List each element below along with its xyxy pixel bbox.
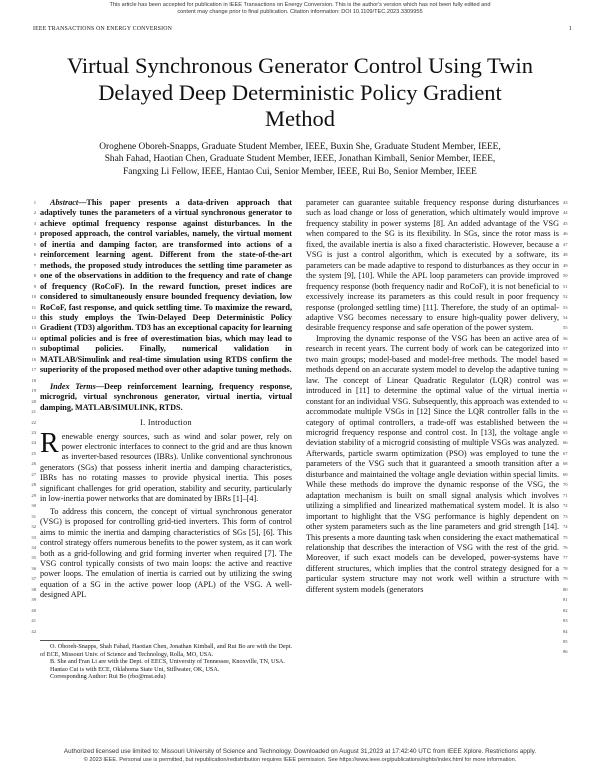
- line-number: 81: [563, 597, 568, 603]
- line-number: 57: [563, 346, 568, 352]
- line-number: 68: [563, 461, 568, 467]
- line-number: 82: [563, 607, 568, 613]
- line-number: 15: [31, 346, 36, 352]
- abstract-text: —This paper presents a data-driven approach that adaptively tunes the parameters of a virtual synchronous generator to achieve optimal frequency response against disturbances. In the proposed approach, the control variables, namely, the virtual moment of inertia and damping factor, are transformed into actions of a reinforcement learning agent. Different from the state-of-the-art methods, the proposed study introduces the settling time parameter as one of the observations in addition to the frequency and rate of change of frequency (RoCoF). In the reward function, preset indices are considered to simultaneously ensure bounded frequency deviation, low RoCoF, fast response, and quick settling time. To maximize the reward, this study employs the Twin-Delayed Deep Deterministic Policy Gradient (TD3) algorithm. TD3 has an exceptional capacity for learning optimal policies and is free of overestimation bias, which may lead to suboptimal policies. Finally, numerical validation in MATLAB/Simulink and real-time simulation using RTDS confirm the superiority of the proposed method over other adaptive tuning methods.: [40, 198, 292, 375]
- line-number: 42: [31, 628, 36, 634]
- line-number: 83: [563, 618, 568, 624]
- intro-paragraph-1: [40, 427, 292, 505]
- line-number: 56: [563, 335, 568, 341]
- line-number: 3: [33, 220, 36, 226]
- line-number: 23: [31, 429, 36, 435]
- authors-line-2: Shah Fahad, Haotian Chen, Graduate Student Member, IEEE, Jonathan Kimball, Senior Member, IEEE,: [104, 154, 496, 165]
- line-number: 26: [31, 461, 36, 467]
- line-number: 8: [33, 273, 36, 279]
- line-number: 35: [31, 555, 36, 561]
- line-number: 20: [31, 398, 36, 404]
- right-paragraph-1: parameter can guarantee suitable frequency response during disturbances such as load change or loss of generation, which ultimately would improve frequency stability in power systems [8]. An added advantage of the VSG when compared to the SG is its flexibility. In SGs, since the rotor mass is fixed, the available inertia is also a fixed characteristic. However, because a VSG is just a control algorithm, which is executed by a software, its parameters can be made adaptive to respond to disturbances as they occur in the system [9], [10]. While the APL loop parameters can provide improved frequency response (both frequency nadir and RoCoF), it is not beneficial to excessively increase its parameters as this could result in poor frequency response (prolonged settling time) [11]. Therefore, the study of an optimal-adaptive VSG becomes necessary to ensure high-quality power delivery, desirable frequency response and safe operation of the power system.: [306, 198, 559, 333]
- section-heading-introduction: I. Introduction: [140, 418, 192, 428]
- intro-paragraph-2: To address this concern, the concept of virtual synchronous generator (VSG) is proposed for controlling grid-tied inverters. This form of control aims to mimic the inertia and damping characteristics of SGs [5], [6]. This control strategy offers numerous benefits to the power system, as it can work both as a grid-following and grid forming inverter when required [7]. The VSG control typically consists of two main loops: the active and reactive power loops. The emulation of inertia is carried out by utilizing the swing equation of a SG in the active power loop (APL) of the VSG. A well-designed APL: [40, 506, 293, 600]
- line-number: 32: [31, 524, 36, 530]
- line-number: 65: [563, 429, 568, 435]
- line-number: 25: [31, 450, 36, 456]
- line-number: 38: [31, 586, 36, 592]
- line-number: 2: [33, 210, 36, 216]
- authors-line-3: Fangxing Li Fellow, IEEE, Hantao Cui, Senior Member, IEEE, Rui Bo, Senior Member, IEEE: [123, 166, 477, 177]
- right-paragraph-2: Improving the dynamic response of the VSG has been an active area of research in recent years. The current body of work can be categorized into two main groups; model-based and model-free methods. The model based methods depend on an accurate system model to develop the adaptive tuning law. The concept of Linear Quadratic Regulator (LQR) control was introduced in [11] to determine the optimal value of the virtual inertia constant for an individual VSG. Subsequently, this approach was extended to accommodate multiple VSGs in [12] Since the LQR controller falls in the category of optimal controllers, a trade-off was established between the microgrid frequency response and control cost. In [13], the voltage angle deviation stability of a microgrid consisting of multiple VSGs was analyzed. Afterwards, particle swarm optimization (PSO) was employed to tune the parameters of the VSG such that it guaranteed a smooth transition after a disturbance and maintained the voltage angle deviation within special limits. While these methods do improve the dynamic response of the VSG, the adaptation mechanism is built on small signal analysis which involves utilizing a simplified and linearized mathematical system model. It is also important to highlight that the VSG performance is highly dependent on other system parameters such as the line parameters and grid strength [14]. This presents a more daunting task when considering the exact mathematical relationship that describes the interaction of VSG with the rest of the grid. Moreover, if such exact models can be developed, power-systems have different structures, which implies that the control strategy designed for a particular system structure may not work well within a structure with different system models (generators: [306, 333, 559, 594]
- authors-line-1: Oroghene Oboreh-Snapps, Graduate Student Member, IEEE, Buxin She, Graduate Student Member, IEEE,: [99, 142, 501, 152]
- line-number: 5: [33, 241, 36, 247]
- line-number: 75: [563, 534, 568, 540]
- running-head: [33, 26, 572, 32]
- title-line-1: Virtual Synchronous Generator Control Using Twin: [67, 53, 533, 78]
- line-number: 52: [563, 294, 568, 300]
- line-number: 13: [31, 325, 36, 331]
- line-number: 17: [31, 367, 36, 373]
- line-number: 6: [33, 252, 36, 258]
- line-number: 80: [563, 586, 568, 592]
- dropcap-letter: R: [40, 427, 59, 459]
- line-number: 12: [31, 314, 36, 320]
- line-number: 79: [563, 576, 568, 582]
- line-number: 7: [33, 262, 36, 268]
- line-number: 55: [563, 325, 568, 331]
- line-number: 70: [563, 482, 568, 488]
- line-number: 33: [31, 534, 36, 540]
- footnote-3: Hantao Cui is with ECE, Oklahoma State Uni, Stillwater, OK, USA.: [50, 665, 220, 673]
- line-number: 40: [31, 607, 36, 613]
- line-number: 46: [563, 231, 568, 237]
- license-footer: Authorized licensed use limited to: Missouri University of Science and Technology. Downloaded on August 31,2023 at 17:42:40 UTC from IEEE Xplore. Restrictions apply.: [63, 748, 537, 755]
- line-number: 9: [33, 283, 36, 289]
- line-number: 54: [563, 314, 568, 320]
- line-number: 4: [33, 231, 36, 237]
- line-number: 34: [31, 544, 36, 550]
- footnote-4: Corresponding Author: Rui Bo (rbo@mst.edu): [50, 673, 166, 681]
- line-number: 64: [563, 419, 568, 425]
- right-line-numbers: [563, 198, 575, 658]
- line-number: 47: [563, 241, 568, 247]
- line-number: 37: [31, 576, 36, 582]
- author-footnotes: [40, 643, 292, 681]
- line-number: 58: [563, 356, 568, 362]
- line-number: 19: [31, 388, 36, 394]
- copyright-footer: © 2023 IEEE. Personal use is permitted, but republication/redistribution requires IEEE permission. See https://www.ieee.org/publications/rights/index.html for more information.: [83, 757, 517, 763]
- line-number: 27: [31, 471, 36, 477]
- line-number: 76: [563, 544, 568, 550]
- footnote-2: B. She and Fran Li are with the Dept. of EECS, University of Tennessee, Knoxville, TN, USA.: [50, 658, 285, 666]
- line-number: 60: [563, 377, 568, 383]
- line-number: 50: [563, 273, 568, 279]
- line-number: 74: [563, 524, 568, 530]
- intro-paragraph-1-text: enewable energy sources, such as wind and solar power, rely on power electronic interfaces to connect to the grid and are thus known as inverter-based resources (IBRs). Unlike conventional synchronous generators (SGs) that possess inherit inertia and damping characteristics, IBRs has no rotating masses to provide physical inertia. This poses significant challenges for grid operation, stability and security, particularly in low-inertia power networks that are dominated by IBRs [1]–[4].: [40, 431, 292, 504]
- abstract-label: Abstract: [50, 198, 79, 207]
- line-number: 73: [563, 513, 568, 519]
- line-number: 67: [563, 450, 568, 456]
- line-number: 11: [31, 304, 36, 310]
- line-number: 18: [31, 377, 36, 383]
- line-number: 72: [563, 503, 568, 509]
- notice-line-2: content may change prior to final publication. Citation information: DOI 10.1109/TEC.2023.3309955: [177, 9, 423, 15]
- line-number: 24: [31, 440, 36, 446]
- author-list: [50, 141, 550, 178]
- line-number: 84: [563, 628, 568, 634]
- line-number: 78: [563, 565, 568, 571]
- journal-name: IEEE TRANSACTIONS ON ENERGY CONVERSION: [33, 26, 172, 32]
- abstract: [40, 198, 292, 376]
- line-number: 48: [563, 252, 568, 258]
- line-number: 43: [563, 200, 568, 205]
- line-number: 31: [31, 513, 36, 519]
- index-terms-label: Index Terms: [50, 381, 96, 391]
- line-number: 44: [563, 210, 568, 216]
- left-line-numbers: [26, 198, 36, 637]
- line-number: 63: [563, 409, 568, 415]
- line-number: 30: [31, 503, 36, 509]
- line-number: 85: [563, 639, 568, 645]
- index-terms-text: —Deep reinforcement learning, frequency response, microgrid, virtual synchronous generator, virtual inertia, virtual damping, MATLAB/SIMULINK, RTDS.: [40, 381, 292, 412]
- footnote-1: O. Oboreh-Snapps, Shah Fahad, Haotian Chen, Jonathan Kimball, and Rui Bo are with the Dept. of ECE, Missouri Univ. of Science and Technology, Rolla, MO, USA.: [40, 643, 292, 658]
- line-number: 53: [563, 304, 568, 310]
- line-number: 61: [563, 388, 568, 394]
- page-number: 1: [568, 26, 572, 32]
- index-terms: [40, 382, 292, 413]
- line-number: 45: [563, 220, 568, 226]
- line-number: 49: [563, 262, 568, 268]
- line-number: 22: [31, 419, 36, 425]
- line-number: 14: [31, 335, 36, 341]
- line-number: 71: [563, 492, 568, 498]
- line-number: 28: [31, 482, 36, 488]
- title-line-3: Method: [265, 106, 335, 131]
- line-number: 66: [563, 440, 568, 446]
- title-line-2: Delayed Deep Deterministic Policy Gradient: [98, 79, 502, 105]
- line-number: 69: [563, 471, 568, 477]
- line-number: 1: [33, 200, 36, 205]
- line-number: 21: [31, 409, 36, 415]
- line-number: 10: [31, 294, 36, 300]
- line-number: 36: [31, 565, 36, 571]
- line-number: 86: [563, 649, 568, 655]
- line-number: 51: [563, 283, 568, 289]
- left-column: [40, 198, 292, 601]
- right-column: [306, 198, 559, 595]
- footnote-divider: [40, 640, 100, 641]
- line-number: 39: [31, 597, 36, 603]
- paper-title: [40, 53, 560, 133]
- line-number: 77: [563, 555, 568, 561]
- line-number: 41: [31, 618, 36, 624]
- line-number: 16: [31, 356, 36, 362]
- line-number: 29: [31, 492, 36, 498]
- line-number: 62: [563, 398, 568, 404]
- line-number: 59: [563, 367, 568, 373]
- publication-notice: [0, 2, 600, 16]
- notice-line-1: This article has been accepted for publication in IEEE Transactions on Energy Conversion. This is the author's version which has not been fully edited and: [109, 2, 491, 8]
